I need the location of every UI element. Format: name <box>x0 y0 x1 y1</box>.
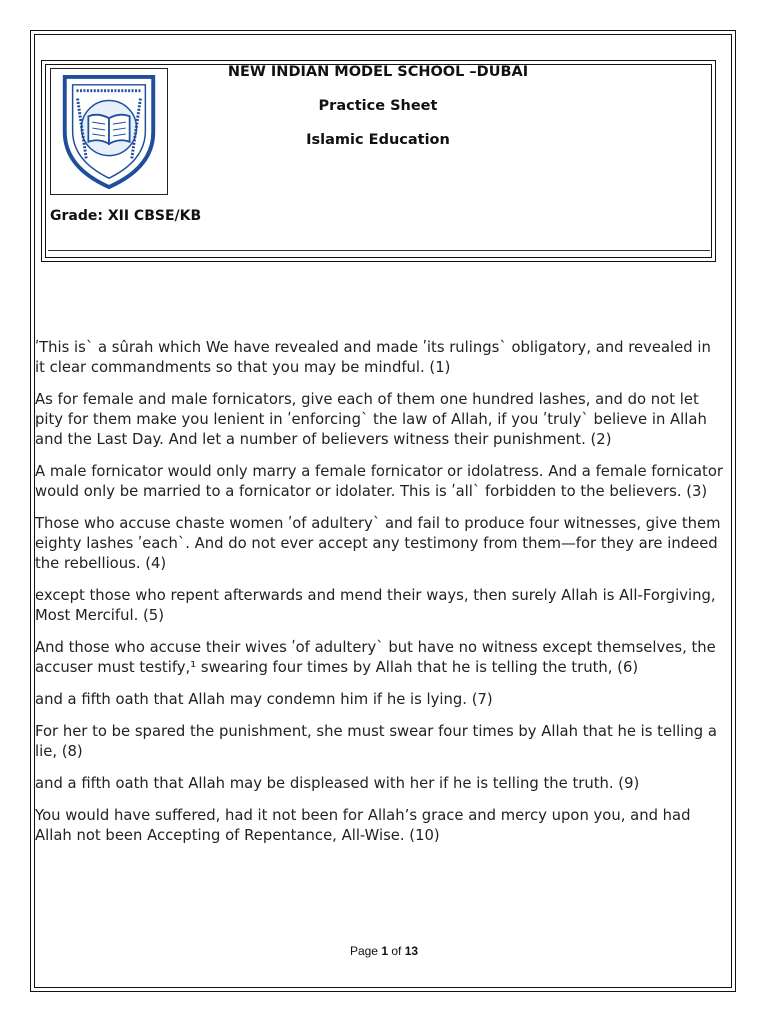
verse-9: and a fifth oath that Allah may be displeased with her if he is telling the truth. (9) <box>35 775 640 792</box>
footer-total-pages: 13 <box>404 944 419 958</box>
grade-label: Grade: XII CBSE/KB <box>50 208 202 224</box>
verse-8: For her to be spared the punishment, she must swear four times by Allah that he is telling a lie, (8) <box>35 723 717 760</box>
footer-of-word: of <box>391 944 402 958</box>
footer-current-page: 1 <box>381 944 388 958</box>
verse-6: And those who accuse their wives ʹof adulteryˋ but have no witness except themselves, the accuser must testify,¹ swearing four times by Allah that he is telling the truth, (6) <box>35 639 716 676</box>
school-name: NEW INDIAN MODEL SCHOOL –DUBAI <box>227 64 529 80</box>
school-logo <box>50 68 168 195</box>
verse-1: ʹThis isˋ a sûrah which We have revealed and made ʹits rulingsˋ obligatory, and revealed in it clear commandments so that you may be mindful. (1) <box>35 339 711 376</box>
verse-2: As for female and male fornicators, give each of them one hundred lashes, and do not let pity for them make you lenient in ʹenforcingˋ the law of Allah, if you ʹtrulyˋ believe in Allah and the Last Day. And let a number of believers witness their punishment. (2) <box>35 391 707 448</box>
subject-title: Islamic Education <box>306 132 450 148</box>
verse-3: A male fornicator would only marry a female fornicator or idolatress. And a female fornicator would only be married to a fornicator or idolater. This is ʹallˋ forbidden to the believers. (3) <box>35 463 723 500</box>
header-divider <box>48 250 710 251</box>
verse-4: Those who accuse chaste women ʹof adulteryˋ and fail to produce four witnesses, give them eighty lashes ʹeachˋ. And do not ever accept any testimony from them—for they are indeed the rebellious. (4) <box>35 515 721 572</box>
verse-5: except those who repent afterwards and mend their ways, then surely Allah is All-Forgiving, Most Merciful. (5) <box>35 587 716 624</box>
verse-10: You would have suffered, had it not been for Allah’s grace and mercy upon you, and had Allah not been Accepting of Repentance, All-Wise. (10) <box>35 807 691 844</box>
sheet-title: Practice Sheet <box>318 98 438 114</box>
school-crest-open-book-icon <box>51 69 167 194</box>
footer-page-word: Page <box>349 944 378 958</box>
verses-list <box>35 338 725 858</box>
verse-7: and a fifth oath that Allah may condemn him if he is lying. (7) <box>35 691 493 708</box>
page-footer <box>0 944 768 958</box>
